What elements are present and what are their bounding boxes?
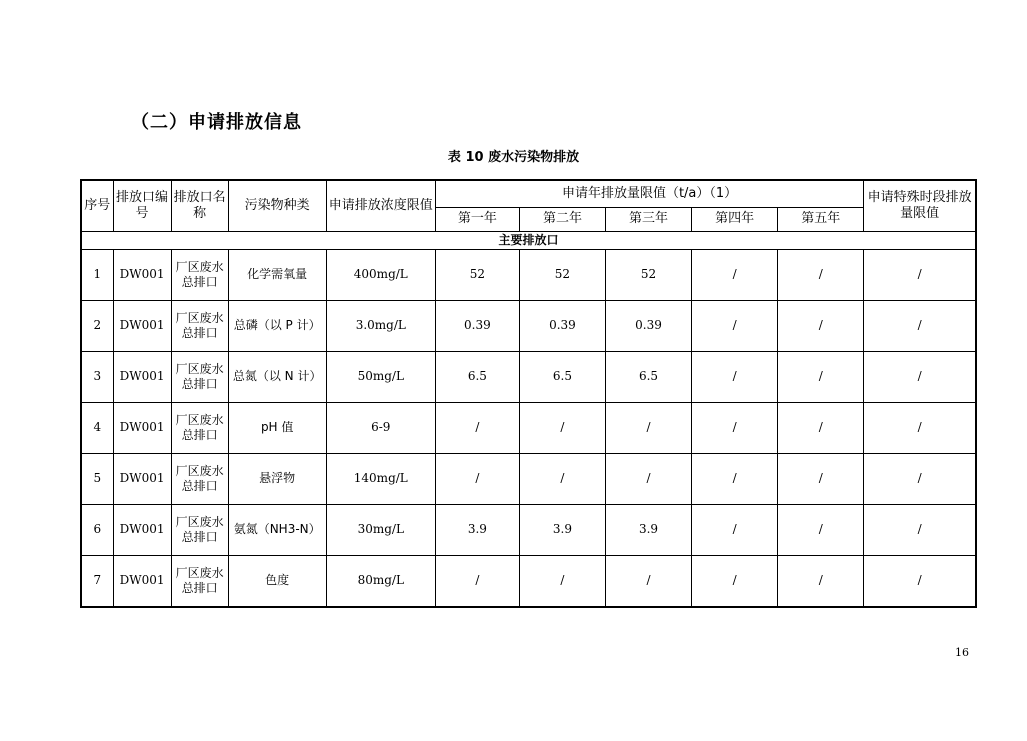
cell-y3: 6.5 (605, 351, 691, 402)
cell-concentration: 6-9 (326, 402, 435, 453)
header-year1: 第一年 (435, 207, 519, 231)
cell-y4: / (692, 504, 778, 555)
table-row (81, 402, 976, 453)
cell-y5: / (778, 504, 864, 555)
cell-pollutant: pH 值 (228, 402, 326, 453)
cell-y4: / (692, 453, 778, 504)
cell-y2: 6.5 (519, 351, 605, 402)
cell-seq: 1 (81, 249, 113, 300)
wastewater-emission-table (80, 179, 977, 608)
cell-y5: / (778, 555, 864, 607)
cell-outlet-id: DW001 (113, 555, 171, 607)
cell-y1: 52 (435, 249, 519, 300)
cell-outlet-name: 厂区废水总排口 (171, 351, 228, 402)
cell-seq: 5 (81, 453, 113, 504)
cell-y1: 0.39 (435, 300, 519, 351)
cell-seq: 7 (81, 555, 113, 607)
cell-seq: 4 (81, 402, 113, 453)
cell-outlet-id: DW001 (113, 453, 171, 504)
cell-concentration: 3.0mg/L (326, 300, 435, 351)
cell-outlet-name: 厂区废水总排口 (171, 504, 228, 555)
cell-y3: 52 (605, 249, 691, 300)
table-row (81, 453, 976, 504)
cell-y1: 6.5 (435, 351, 519, 402)
cell-pollutant: 氨氮（NH3-N） (228, 504, 326, 555)
cell-outlet-name: 厂区废水总排口 (171, 555, 228, 607)
section-row-main-outlet: 主要排放口 (81, 231, 976, 249)
cell-pollutant: 总氮（以 N 计） (228, 351, 326, 402)
cell-y2: / (519, 555, 605, 607)
cell-outlet-name: 厂区废水总排口 (171, 402, 228, 453)
cell-special: / (864, 249, 976, 300)
cell-outlet-id: DW001 (113, 300, 171, 351)
cell-y5: / (778, 300, 864, 351)
cell-seq: 2 (81, 300, 113, 351)
cell-pollutant: 化学需氧量 (228, 249, 326, 300)
header-year2: 第二年 (519, 207, 605, 231)
header-special-period: 申请特殊时段排放量限值 (864, 180, 976, 231)
header-outlet-name: 排放口名称 (171, 180, 228, 231)
cell-y5: / (778, 249, 864, 300)
cell-y2: / (519, 453, 605, 504)
cell-special: / (864, 300, 976, 351)
cell-special: / (864, 504, 976, 555)
cell-seq: 3 (81, 351, 113, 402)
header-concentration: 申请排放浓度限值 (326, 180, 435, 231)
cell-y3: 0.39 (605, 300, 691, 351)
cell-y4: / (692, 249, 778, 300)
cell-outlet-name: 厂区废水总排口 (171, 453, 228, 504)
cell-y2: 0.39 (519, 300, 605, 351)
cell-y1: / (435, 555, 519, 607)
cell-y5: / (778, 453, 864, 504)
cell-y4: / (692, 555, 778, 607)
cell-outlet-name: 厂区废水总排口 (171, 300, 228, 351)
table-caption: 表 10 废水污染物排放 (447, 150, 580, 165)
cell-y3: / (605, 402, 691, 453)
table-row (81, 555, 976, 607)
cell-concentration: 80mg/L (326, 555, 435, 607)
cell-special: / (864, 453, 976, 504)
cell-special: / (864, 351, 976, 402)
cell-y4: / (692, 300, 778, 351)
cell-outlet-name: 厂区废水总排口 (171, 249, 228, 300)
cell-y2: / (519, 402, 605, 453)
table-row (81, 504, 976, 555)
cell-concentration: 30mg/L (326, 504, 435, 555)
cell-y1: / (435, 402, 519, 453)
header-pollutant: 污染物种类 (228, 180, 326, 231)
page-number: 16 (955, 646, 969, 659)
cell-outlet-id: DW001 (113, 249, 171, 300)
header-annual-limit: 申请年排放量限值（t/a）（1） (435, 180, 863, 207)
cell-concentration: 140mg/L (326, 453, 435, 504)
cell-y1: 3.9 (435, 504, 519, 555)
cell-y3: / (605, 453, 691, 504)
cell-special: / (864, 402, 976, 453)
cell-y4: / (692, 402, 778, 453)
header-outlet-id: 排放口编号 (113, 180, 171, 231)
cell-concentration: 400mg/L (326, 249, 435, 300)
cell-y3: 3.9 (605, 504, 691, 555)
cell-y2: 3.9 (519, 504, 605, 555)
cell-outlet-id: DW001 (113, 402, 171, 453)
cell-y1: / (435, 453, 519, 504)
header-year5: 第五年 (778, 207, 864, 231)
cell-seq: 6 (81, 504, 113, 555)
cell-outlet-id: DW001 (113, 351, 171, 402)
section-heading: （二）申请排放信息 (131, 112, 302, 133)
cell-y5: / (778, 351, 864, 402)
cell-y3: / (605, 555, 691, 607)
table-row (81, 300, 976, 351)
cell-special: / (864, 555, 976, 607)
cell-y2: 52 (519, 249, 605, 300)
header-year4: 第四年 (692, 207, 778, 231)
cell-pollutant: 总磷（以 P 计） (228, 300, 326, 351)
cell-y4: / (692, 351, 778, 402)
cell-concentration: 50mg/L (326, 351, 435, 402)
cell-y5: / (778, 402, 864, 453)
header-seq: 序号 (81, 180, 113, 231)
cell-pollutant: 色度 (228, 555, 326, 607)
cell-pollutant: 悬浮物 (228, 453, 326, 504)
table-row (81, 351, 976, 402)
table-row (81, 249, 976, 300)
cell-outlet-id: DW001 (113, 504, 171, 555)
header-year3: 第三年 (605, 207, 691, 231)
